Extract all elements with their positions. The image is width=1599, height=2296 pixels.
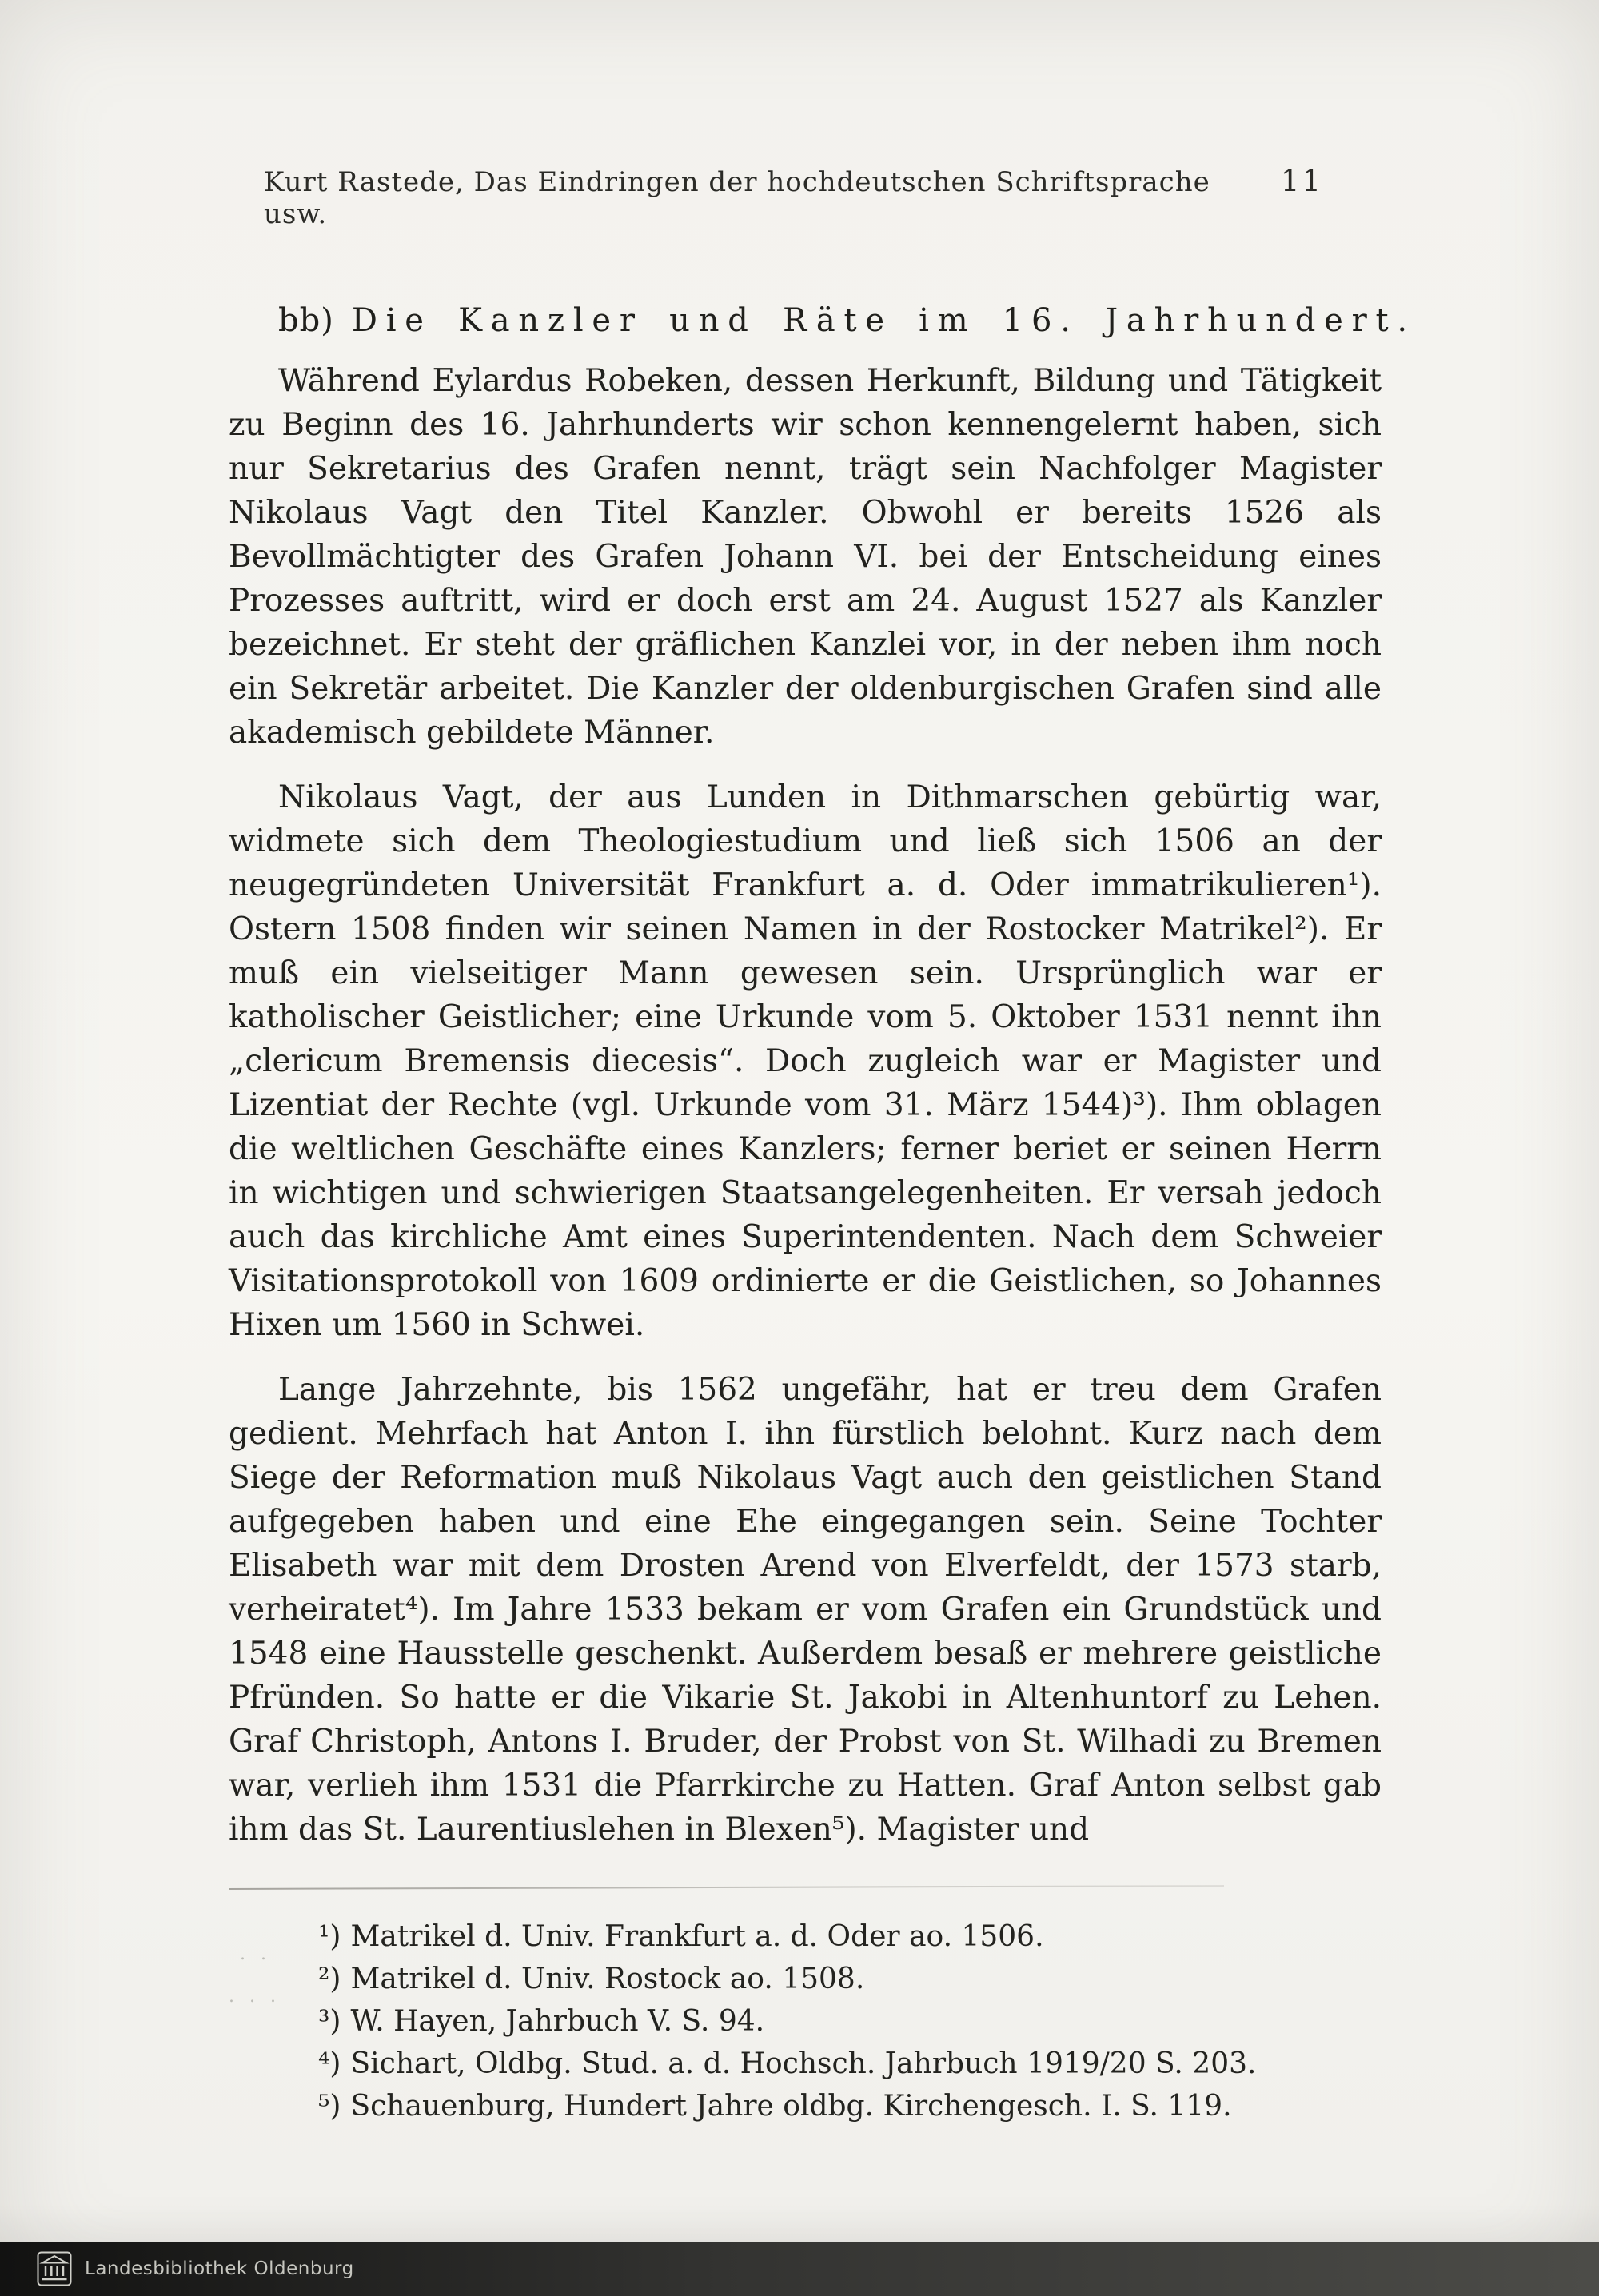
footnote-marker: ²) <box>318 1963 341 1995</box>
running-head <box>0 0 1599 230</box>
main-text-block <box>0 299 1599 1852</box>
footnote-text: Sichart, Oldbg. Stud. a. d. Hochsch. Jahrbuch 1919/20 S. 203. <box>350 2047 1257 2080</box>
footnote-text: W. Hayen, Jahrbuch V. S. 94. <box>350 2005 765 2038</box>
footnote-marker: ³) <box>318 2005 341 2038</box>
footnote-marker: ⁵) <box>318 2090 341 2123</box>
library-building-icon <box>37 2251 72 2286</box>
section-heading <box>229 299 1416 343</box>
section-heading-title: Die Kanzler und Räte im 16. Jahrhundert. <box>351 302 1416 339</box>
footnote-text: Schauenburg, Hundert Jahre oldbg. Kirchengesch. I. S. 119. <box>350 2090 1232 2123</box>
footnote-item <box>318 2085 1382 2127</box>
scan-artifact: . . . <box>229 1987 281 2007</box>
library-stamp-label: Landesbibliothek Oldenburg <box>85 2258 354 2279</box>
paragraph-2: Nikolaus Vagt, der aus Lunden in Dithmarschen gebürtig war, widmete sich dem Theologiestudium und ließ sich 1506 an der neugegründeten Universität Frankfurt a. d. Oder immatrikulieren¹). Ostern 1508 finden wir seinen Namen in der Rostocker Matrikel²). Er muß ein vielseitiger Mann gewesen sein. Ursprünglich war er katholischer Geistlicher; eine Urkunde vom 5. Oktober 1531 nennt ihn „clericum Bremensis diecesis“. Doch zugleich war er Magister und Lizentiat der Rechte (vgl. Urkunde vom 31. März 1544)³). Ihm oblagen die weltlichen Geschäfte eines Kanzlers; ferner beriet er seinen Herrn in wichtigen und schwierigen Staatsangelegenheiten. Er versah jedoch auch das kirchliche Amt eines Superintendenten. Nach dem Schweier Visitationsprotokoll von 1609 ordinierte er die Geistlichen, so Johannes Hixen um 1560 in Schwei. <box>229 779 1382 1343</box>
section-heading-prefix: bb) <box>278 302 334 339</box>
footnote-marker: ⁴) <box>318 2047 341 2080</box>
paragraph-3: Lange Jahrzehnte, bis 1562 ungefähr, hat er treu dem Grafen gedient. Mehrfach hat Anton I. ihn fürstlich belohnt. Kurz nach dem Siege der Reformation muß Nikolaus Vagt auch den geistlichen Stand aufgegeben haben und eine Ehe eingegangen sein. Seine Tochter Elisabeth war mit dem Drosten Arend von Elverfeldt, der 1573 starb, verheiratet⁴). Im Jahre 1533 bekam er vom Grafen ein Grundstück und 1548 eine Hausstelle geschenkt. Außerdem besaß er mehrere geistliche Pfründen. So hatte er die Vikarie St. Jakobi in Altenhuntorf zu Lehen. Graf Christoph, Antons I. Bruder, der Probst von St. Wilhadi zu Bremen war, verlieh ihm 1531 die Pfarrkirche zu Hatten. Graf Anton selbst gab ihm das St. Laurentiuslehen in Blexen⁵). Magister und <box>229 1372 1382 1848</box>
footnote-item <box>318 2043 1382 2085</box>
footnote-item <box>318 2000 1382 2043</box>
scanner-edge-bar <box>0 2242 1599 2296</box>
footnote-item <box>318 1915 1382 1958</box>
paragraph-1: Während Eylardus Robeken, dessen Herkunft, Bildung und Tätigkeit zu Beginn des 16. Jahrhunderts wir schon kennengelernt haben, sich nur Sekretarius des Grafen nennt, trägt sein Nachfolger Magister Nikolaus Vagt den Titel Kanzler. Obwohl er bereits 1526 als Bevollmächtigter des Grafen Johann VI. bei der Entscheidung eines Prozesses auftritt, wird er doch erst am 24. August 1527 als Kanzler bezeichnet. Er steht der gräflichen Kanzlei vor, in der neben ihm noch ein Sekretär arbeitet. Die Kanzler der oldenburgischen Grafen sind alle akademisch gebildete Männer. <box>229 363 1382 751</box>
footnote-marker: ¹) <box>318 1920 341 1953</box>
running-title: Kurt Rastede, Das Eindringen der hochdeutschen Schriftsprache usw. <box>264 166 1210 230</box>
page-number: 11 <box>1280 164 1323 198</box>
scan-artifact: . . <box>240 1944 271 1964</box>
footnote-text: Matrikel d. Univ. Rostock ao. 1508. <box>350 1963 865 1995</box>
footnote-item <box>318 1958 1382 2000</box>
footnote-text: Matrikel d. Univ. Frankfurt a. d. Oder ao. 1506. <box>350 1920 1044 1953</box>
footnote-divider <box>229 1885 1224 1890</box>
